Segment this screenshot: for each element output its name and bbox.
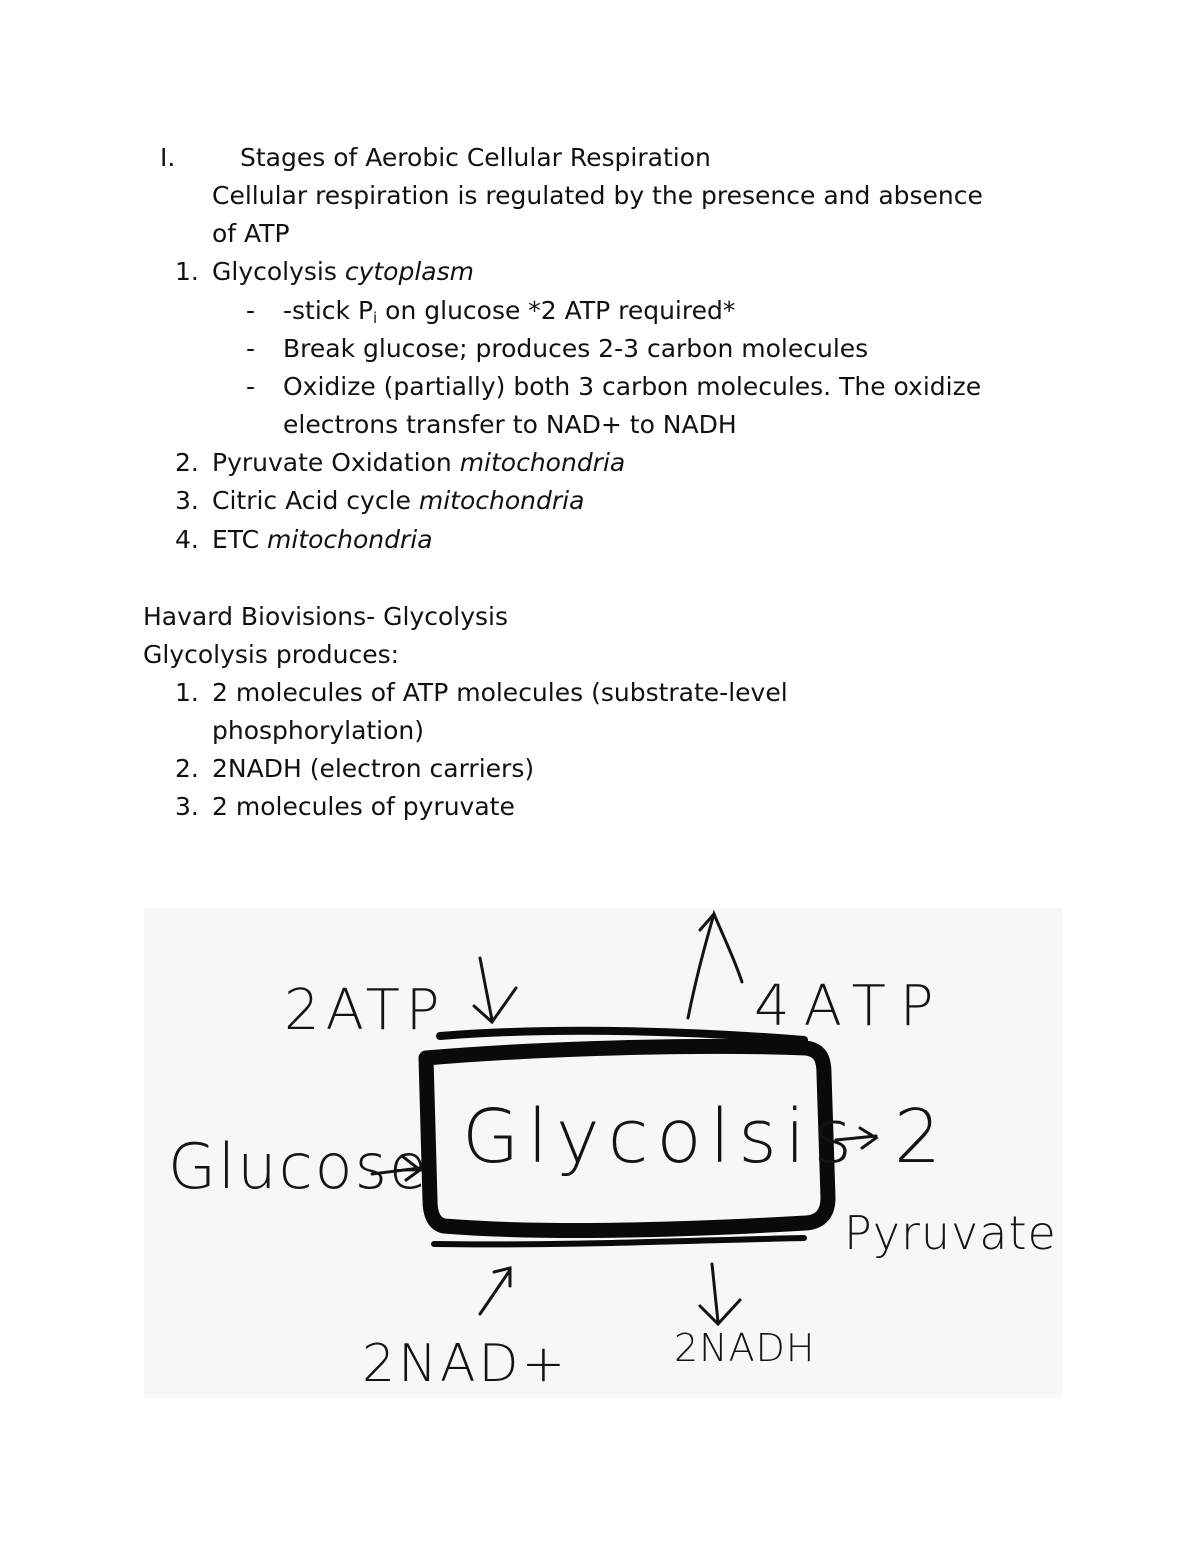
stage-3-name: Citric Acid cycle (212, 486, 411, 515)
stage-1-name: Glycolysis (212, 257, 337, 286)
stage-4-item (212, 525, 433, 555)
bullet-dash: - (246, 334, 256, 363)
stage-2-number: 2. (175, 448, 199, 477)
bullet-dash: - (246, 372, 256, 401)
sketch-atp-in-label: 2ATP (284, 978, 446, 1043)
bullet-dash: - (246, 296, 256, 325)
stage-3-number: 3. (175, 486, 199, 515)
sketch-nadh-label: 2NADH (674, 1326, 816, 1370)
harvard-subtitle: Glycolysis produces: (143, 640, 400, 669)
sketch-nad-label: 2NAD+ (362, 1334, 569, 1394)
product-1-line-1: 2 molecules of ATP molecules (substrate-level (212, 678, 788, 707)
stage-1-number: 1. (175, 257, 199, 286)
product-3-number: 3. (175, 792, 199, 821)
product-1-number: 1. (175, 678, 199, 707)
stage-2-location: mitochondria (459, 448, 626, 477)
product-3-text: 2 molecules of pyruvate (212, 792, 515, 821)
product-1-line-2: phosphorylation) (212, 716, 425, 745)
product-2-text: 2NADH (electron carriers) (212, 754, 535, 783)
stage-1-item (212, 257, 474, 287)
glycolysis-step-2: Break glucose; produces 2-3 carbon molecules (283, 334, 869, 363)
stage-3-location: mitochondria (418, 486, 585, 515)
product-2-number: 2. (175, 754, 199, 783)
stage-2-item (212, 448, 625, 478)
sketch-atp-out-label: 4ATP (754, 974, 948, 1039)
stage-2-name: Pyruvate Oxidation (212, 448, 452, 477)
atp-out-arrow (688, 914, 742, 1018)
harvard-title: Havard Biovisions- Glycolysis (143, 602, 509, 631)
glycolysis-sketch (144, 908, 1062, 1398)
nadh-out-arrow (700, 1264, 740, 1324)
stage-4-name: ETC (212, 525, 260, 554)
sketch-pyruvate-count: 2 (894, 1094, 948, 1180)
atp-in-arrow (474, 958, 516, 1022)
section-numeral: I. (160, 143, 176, 172)
sketch-pyruvate-label: Pyruvate (844, 1206, 1057, 1260)
glycolysis-step-3-line-2: electrons transfer to NAD+ to NADH (283, 410, 737, 439)
glycolysis-step-1: -stick $P_i$ on glucose *2 ATP required* (283, 296, 736, 327)
nad-in-arrow (480, 1268, 510, 1314)
glycolysis-step-3-line-1: Oxidize (partially) both 3 carbon molecules. The oxidize (283, 372, 982, 401)
section-heading: Stages of Aerobic Cellular Respiration (240, 143, 711, 172)
stage-1-location: cytoplasm (344, 257, 474, 286)
sketch-glucose-label: Glucose (168, 1130, 430, 1203)
intro-line-1: Cellular respiration is regulated by the presence and absence (212, 181, 983, 210)
sketch-center-label: Glycolsis (462, 1094, 860, 1180)
stage-4-number: 4. (175, 525, 199, 554)
stage-3-item (212, 486, 584, 516)
intro-line-2: of ATP (212, 219, 290, 248)
stage-4-location: mitochondria (267, 525, 433, 554)
